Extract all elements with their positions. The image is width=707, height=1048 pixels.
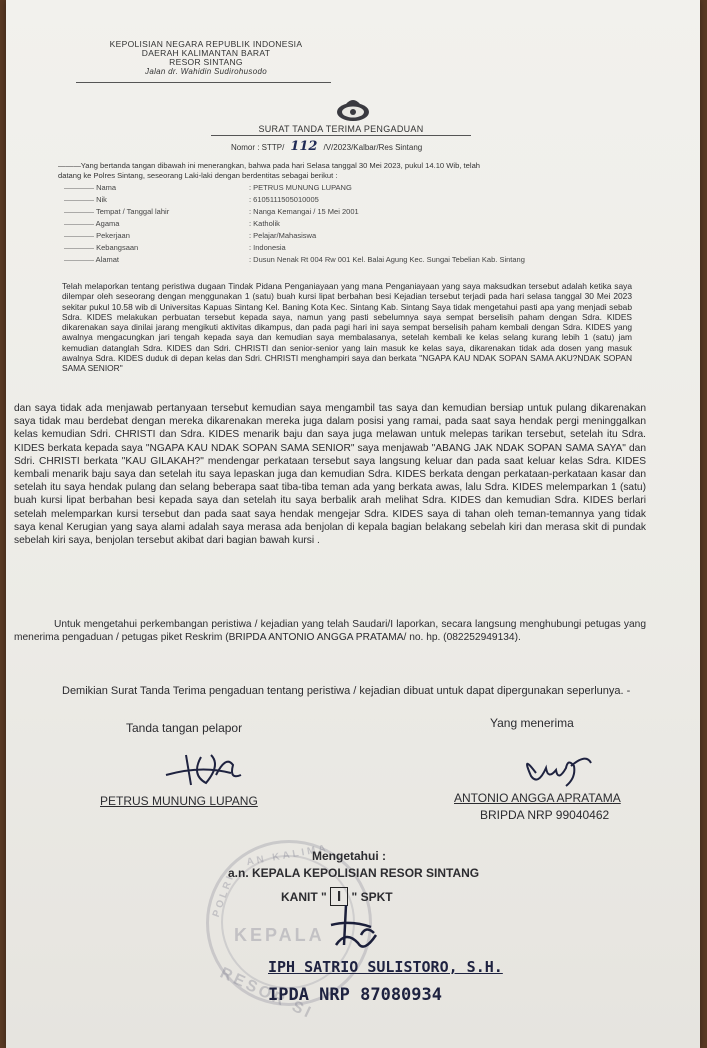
- approval-org: a.n. KEPALA KEPOLISIAN RESOR SINTANG: [228, 866, 480, 880]
- identity-label: ———— Tempat / Tanggal lahir: [64, 207, 214, 217]
- letterhead-line2: DAERAH KALIMANTAN BARAT: [141, 48, 271, 58]
- approval-kanit: KANIT " I " SPKT: [281, 888, 393, 905]
- document-title: SURAT TANDA TERIMA PENGADUAN: [258, 124, 424, 134]
- report-paragraph-1-continued: dan saya tidak ada menjawab pertanyaan tersebut kemudian saya mengambil tas saya dan kemudian bersiap untuk pulang dikarenakan saya tidak mau berdebat dengan mereka dikarenakan mereka juga dalam posisi yang ramai, pada saat saya hendak pergi meninggalkan kelas kemudian Sdri. CHRISTI dan Sdra. KIDES menarik baju dan saya juga melawan untuk melepas tarikan tersebut, setelah itu Sdra. KIDES berkata kepada saya "NGAPA KAU NDAK SOPAN SAMA SENIOR" saya menjawab "ABANG JAK NDAK SOPAN SAMA SAYA" dan Sdri. CHRISTI berkata "KAU GILAKAH?" mendengar perkataan tersebut saya langsung keluar dan pada saat keluar kelas Sdra. KIDES kembali menarik baju saya dan setelah itu saya lepaskan juga dan kemudian Sdra. KIDES berkata dengan perkataan-perkataan kasar dan setelah itu saya hendak pulang dan selang beberapa saat tiba-tiba teman ada yang berkata awas, lalu Sdra. KIDES melemparkan 1 (satu) buah kursi lipat berbahan besi kepada saya dan setelah itu saya berbalik arah melihat Sdra. KIDES dan kemudian Sdra. KIDES berlari setelah melemparkan kursi tersebut dan pada saat saya hendak mengejar Sdra. KIDES saya di tahan oleh teman-temannya yang tidak saya kenal Kerugian yang saya alami adalah saya merasa ada benjolan di kepala bagian belakang sebelah kiri dan merasa skit di pundak sebelah kiri saya, benjolan tersebut akibat dari bagian bawah kursi .: [14, 403, 646, 547]
- letterhead-divider: [76, 82, 331, 83]
- identity-label: ———— Kebangsaan: [64, 243, 214, 253]
- letterhead: [76, 40, 336, 76]
- title-underline: [211, 135, 471, 136]
- letterhead-line1: KEPOLISIAN NEGARA REPUBLIK INDONESIA: [109, 39, 303, 49]
- number-suffix: /V/2023/Kalbar/Res Sintang: [323, 143, 423, 152]
- report-paragraph-3: Demikian Surat Tanda Terima pengaduan tentang peristiwa / kejadian dibuat untuk dapat dipergunakan seperlunya. -: [62, 685, 631, 697]
- police-emblem-icon: [336, 96, 370, 122]
- letterhead-line3: RESOR SINTANG: [169, 57, 243, 67]
- document-number: [231, 139, 422, 154]
- approver-name: IPH SATRIO SULISTORO, S.H.: [268, 958, 503, 976]
- identity-value: : Indonesia: [249, 243, 286, 253]
- receiver-rank: BRIPDA NRP 99040462: [480, 808, 610, 822]
- number-label: Nomor : STTP/: [231, 143, 285, 152]
- reporter-signature-icon: [161, 745, 251, 790]
- approver-signature-icon: [316, 905, 386, 960]
- identity-value: : Pelajar/Mahasiswa: [249, 231, 316, 241]
- number-handwritten: 112: [290, 139, 318, 154]
- identity-label: ———— Nik: [64, 195, 214, 205]
- identity-value: : 6105111505010005: [249, 195, 319, 205]
- reporter-signature-title: Tanda tangan pelapor: [126, 721, 243, 735]
- identity-label: ———— Pekerjaan: [64, 231, 214, 241]
- document-page: [6, 0, 700, 1048]
- stamp-text-resor: RESOR SI: [217, 964, 316, 1023]
- reporter-name: PETRUS MUNUNG LUPANG: [100, 794, 258, 808]
- identity-value: : PETRUS MUNUNG LUPANG: [249, 183, 352, 193]
- stamp-text-polri: POLRI: [210, 872, 237, 919]
- identity-label: ———— Agama: [64, 219, 214, 229]
- stamp-text-top: AN KALIMA: [245, 842, 330, 869]
- intro-line1: ———Yang bertanda tangan dibawah ini menerangkan, bahwa pada hari Selasa tanggal 30 Mei 2023, pukul 14.10 Wib, telah: [58, 161, 481, 170]
- receiver-signature-title: Yang menerima: [490, 716, 574, 730]
- intro-line2: datang ke Polres Sintang, seseorang Laki-laki dengan berdentitas sebagai berikut :: [58, 171, 338, 180]
- receiver-name: ANTONIO ANGGA APRATAMA: [454, 791, 621, 805]
- approval-label: Mengetahui :: [312, 849, 386, 863]
- identity-label: ———— Nama: [64, 183, 214, 193]
- kanit-number: I: [330, 887, 348, 906]
- receiver-signature-icon: [516, 748, 596, 788]
- identity-value: : Nanga Kemangai / 15 Mei 2001: [249, 207, 359, 217]
- stamp-text-kepala: KEPALA: [234, 925, 325, 945]
- report-paragraph-2: Untuk mengetahui perkembangan peristiwa / kejadian yang telah Saudari/I laporkan, secara langsung menghubungi petugas yang menerima pengaduan / petugas piket Reskrim (BRIPDA ANTONIO ANGGA PRATAMA/ no. hp. (082252949134).: [14, 619, 646, 644]
- report-paragraph-1: Telah melaporkan tentang peristiwa dugaan Tindak Pidana Penganiayaan yang mana Penganiayaan yang saya maksudkan tersebut adalah ketika saya dilempar oleh seseorang dengan menggunakan 1 (satu) buah kursi lipat berbahan besi Kejadian tersebut terjadi pada hari selasa tanggal 30 Mei 2023 sekitar pukul 10.58 wib di Universitas Kapuas Sintang Kel. Baning Kota Kec. Sintang Kab. Sintang Saya tidak mengetahui pasti apa yang menjadi sebab Sdra. KIDES melakukan perbuatan tersebut kepada saya, namun yang pasti sebelumnya saya sempat berselisih paham dengan Sdra. KIDES dikarenakan saya dinilai jarang mengikuti aktivitas dikampus, dan pada pagi hari ini saya sempat berselisih paham kembali dengan Sdra. KIDES yang awalnya mengacungkan jari tengah kepada saya dan kemudian saya membalasanya, setelah kembali ke kelas selang kurang lebih 1 (satu) jam kemudian datanglah Sdra. KIDES dan Sdri. CHRISTI dan senior-senior yang lain masuk ke kelas saya, dikarenakan tidak ada dosen yang masuk awalnya Sdra. KIDES duduk di depan kelas dan Sdri. CHRISTI menghampiri saya dan berkata "NGAPA KAU NDAK SOPAN SAMA AKU?NDAK SOPAN SAMA SENIOR": [62, 281, 632, 374]
- identity-value: : Dusun Nenak Rt 004 Rw 001 Kel. Balai Agung Kec. Sungai Tebelian Kab. Sintang: [249, 255, 525, 265]
- identity-value: : Katholik: [249, 219, 280, 229]
- letterhead-address: Jalan dr. Wahidin Sudirohusodo: [145, 67, 267, 76]
- approver-nrp: IPDA NRP 87080934: [268, 985, 442, 1005]
- identity-label: ———— Alamat: [64, 255, 214, 265]
